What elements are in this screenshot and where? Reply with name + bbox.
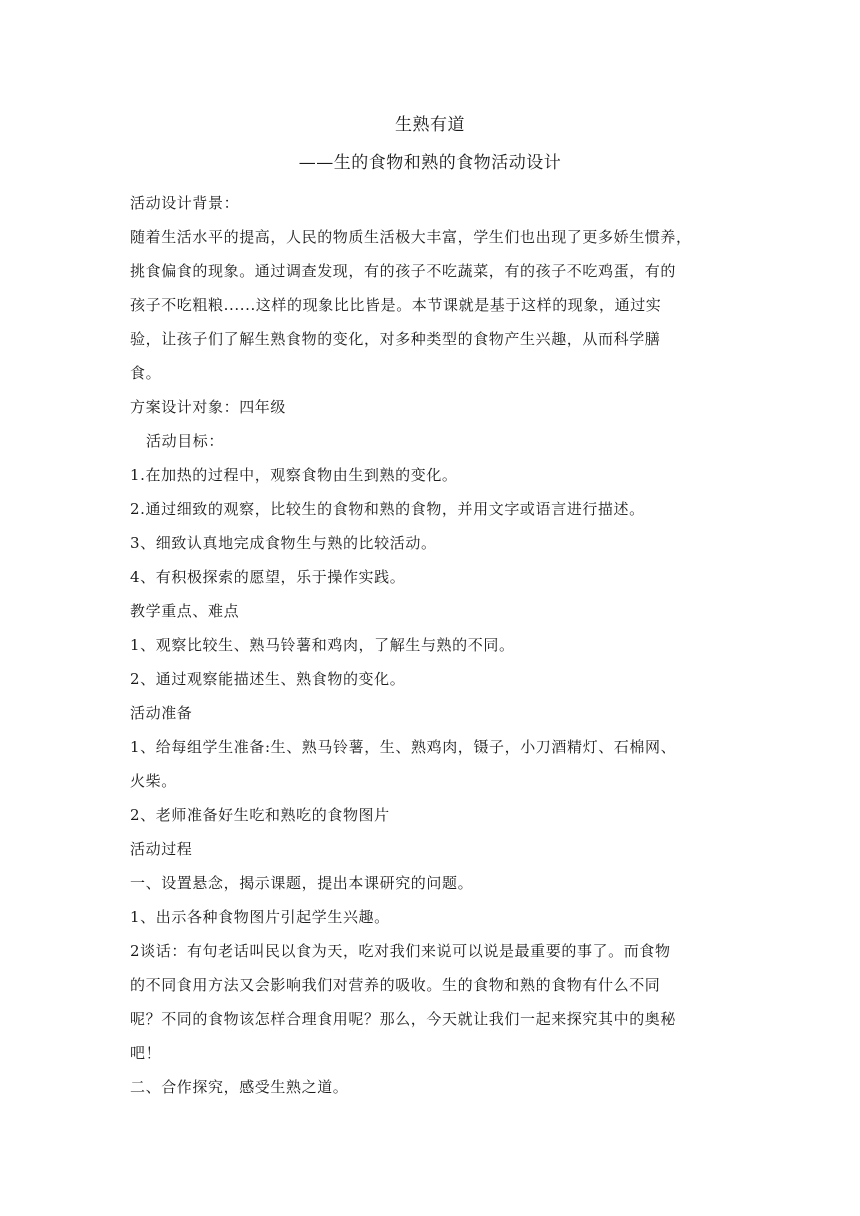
preparation-item: 火柴。 (130, 772, 177, 790)
paragraph-line: 随着生活水平的提高，人民的物质生活极大丰富，学生们也出现了更多娇生惯养， (130, 228, 692, 246)
preparation-item: 1、给每组学生准备:生、熟马铃薯，生、熟鸡肉，镊子，小刀酒精灯、石棉网、 (130, 738, 677, 756)
process-step: 2谈话：有句老话叫民以食为天，吃对我们来说可以说是最重要的事了。而食物 (130, 942, 671, 960)
section-heading-key-points: 教学重点、难点 (130, 602, 240, 620)
process-step: 的不同食用方法又会影响我们对营养的吸收。生的食物和熟的食物有什么不同 (130, 976, 661, 994)
process-step: 呢？不同的食物该怎样合理食用呢？那么，今天就让我们一起来探究其中的奥秘 (130, 1010, 677, 1028)
section-heading-process: 活动过程 (130, 840, 193, 858)
document-title: 生熟有道 (395, 115, 465, 135)
preparation-item: 2、老师准备好生吃和熟吃的食物图片 (130, 806, 390, 824)
objective-item: 2.通过细致的观察，比较生的食物和熟的食物，并用文字或语言进行描述。 (130, 500, 645, 518)
objective-item: 1.在加热的过程中，观察食物由生到熟的变化。 (130, 466, 458, 484)
section-heading-background: 活动设计背景： (130, 194, 240, 212)
objective-item: 3、细致认真地完成食物生与熟的比较活动。 (130, 534, 437, 552)
section-heading-preparation: 活动准备 (130, 704, 193, 722)
process-step: 二、合作探究，感受生熟之道。 (130, 1078, 349, 1096)
process-step: 吧！ (130, 1044, 162, 1062)
process-step: 1、出示各种食物图片引起学生兴趣。 (130, 908, 390, 926)
paragraph-line: 食。 (130, 364, 162, 382)
paragraph-line: 验，让孩子们了解生熟食物的变化，对多种类型的食物产生兴趣，从而科学膳 (130, 330, 661, 348)
objective-item: 4、有积极探索的愿望，乐于操作实践。 (130, 568, 406, 586)
document-body (130, 112, 730, 1104)
section-heading-objectives: 活动目标： (146, 432, 225, 450)
key-point-item: 1、观察比较生、熟马铃薯和鸡肉，了解生与熟的不同。 (130, 636, 515, 654)
paragraph-line: 挑食偏食的现象。通过调查发现，有的孩子不吃蔬菜，有的孩子不吃鸡蛋，有的 (130, 262, 677, 280)
target-audience-line: 方案设计对象：四年级 (130, 398, 287, 416)
paragraph-line: 孩子不吃粗粮......这样的现象比比皆是。本节课就是基于这样的现象，通过实 (130, 296, 662, 314)
document-subtitle: ——生的食物和熟的食物活动设计 (298, 153, 562, 173)
process-step: 一、设置悬念，揭示课题，提出本课研究的问题。 (130, 874, 474, 892)
key-point-item: 2、通过观察能描述生、熟食物的变化。 (130, 670, 406, 688)
